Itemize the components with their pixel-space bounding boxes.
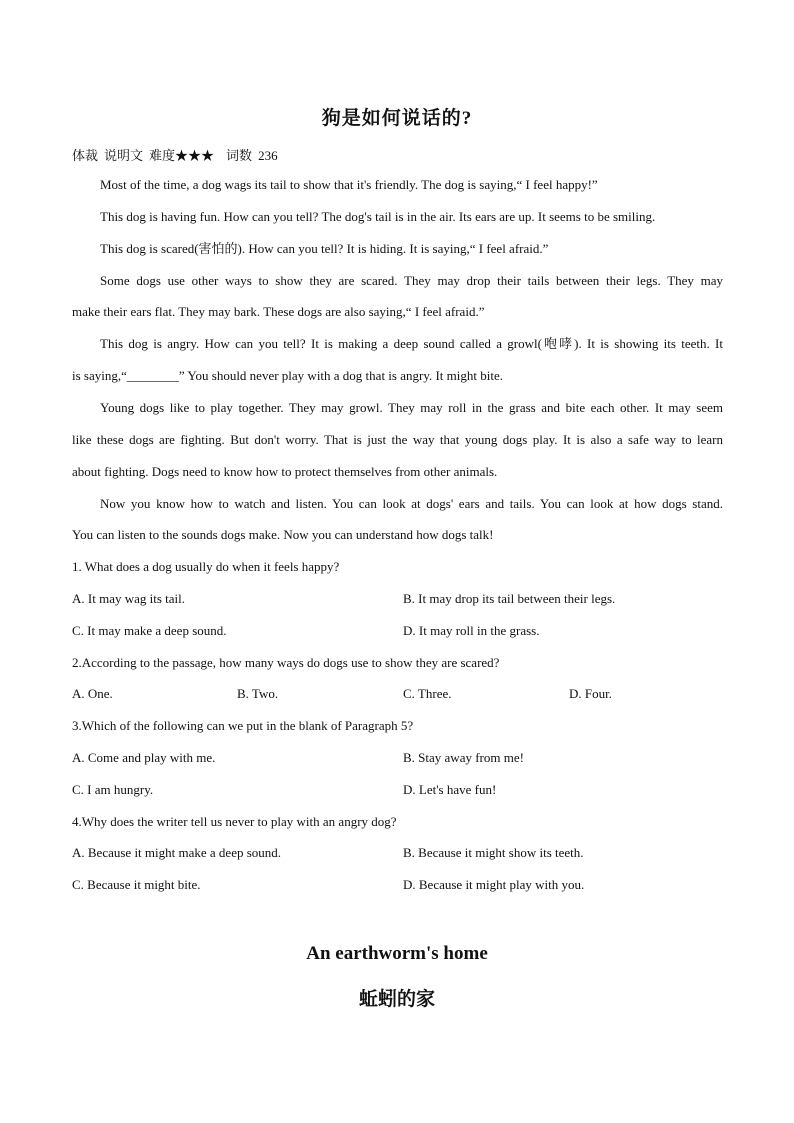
- passage-line: make their ears flat. They may bark. These dogs are also saying,“ I feel afraid.”: [72, 304, 485, 319]
- passage-line: Most of the time, a dog wags its tail to show that it's friendly. The dog is saying,“ I feel happy!”: [100, 177, 598, 192]
- question-option: D. Because it might play with you.: [403, 877, 585, 892]
- passage-line: This dog is scared(害怕的). How can you tell? It is hiding. It is saying,“ I feel afraid.”: [100, 241, 549, 256]
- question-option: C. Because it might bite.: [72, 877, 201, 892]
- difficulty: 难度★★★: [149, 148, 215, 163]
- question-option: C. It may make a deep sound.: [72, 623, 227, 638]
- passage-line: This dog is angry. How can you tell? It is making a deep sound called a growl(咆哮). It is showing its teeth. It: [100, 336, 723, 351]
- word-count-value: 236: [258, 148, 278, 163]
- question-option: C. Three.: [403, 686, 452, 701]
- passage2-title-en: An earthworm's home: [306, 943, 488, 964]
- passage-title: 狗是如何说话的?: [321, 108, 473, 129]
- passage-line: Now you know how to watch and listen. You can look at dogs' ears and tails. You can look at how dogs stand.: [100, 496, 723, 511]
- question-option: B. Because it might show its teeth.: [403, 845, 584, 860]
- question-option: B. Stay away from me!: [403, 750, 524, 765]
- passage-line: Young dogs like to play together. They may growl. They may roll in the grass and bite each other. It may seem: [100, 400, 723, 415]
- question-stem: 1. What does a dog usually do when it feels happy?: [72, 559, 340, 574]
- passage-line: about fighting. Dogs need to know how to protect themselves from other animals.: [72, 464, 498, 479]
- question-option: D. Let's have fun!: [403, 782, 497, 797]
- passage-line: like these dogs are fighting. But don't worry. That is just the way that young dogs play. It is also a safe way to learn: [72, 432, 723, 447]
- question-option: A. Come and play with me.: [72, 750, 216, 765]
- passage2-title-zh: 蚯蚓的家: [358, 989, 435, 1010]
- question-option: B. It may drop its tail between their legs.: [403, 591, 616, 606]
- genre-value: 说明文: [104, 148, 144, 163]
- question-option: A. Because it might make a deep sound.: [72, 845, 282, 860]
- question-stem: 4.Why does the writer tell us never to play with an angry dog?: [72, 814, 397, 829]
- passage-line: You can listen to the sounds dogs make. Now you can understand how dogs talk!: [72, 527, 494, 542]
- question-option: A. One.: [72, 686, 113, 701]
- question-option: C. I am hungry.: [72, 782, 154, 797]
- question-option: D. It may roll in the grass.: [403, 623, 540, 638]
- passage-line: Some dogs use other ways to show they are scared. They may drop their tails between their legs. They may: [100, 273, 723, 288]
- question-stem: 2.According to the passage, how many ways do dogs use to show they are scared?: [72, 655, 500, 670]
- passage-line: This dog is having fun. How can you tell? The dog's tail is in the air. Its ears are up. It seems to be smiling.: [100, 209, 656, 224]
- question-option: D. Four.: [569, 686, 612, 701]
- word-count-label: 词数: [226, 148, 253, 163]
- genre-label: 体裁: [72, 148, 99, 163]
- question-option: A. It may wag its tail.: [72, 591, 186, 606]
- passage-line: is saying,“________” You should never play with a dog that is angry. It might bite.: [72, 368, 503, 383]
- question-stem: 3.Which of the following can we put in the blank of Paragraph 5?: [72, 718, 414, 733]
- passage-meta: [72, 145, 284, 164]
- question-option: B. Two.: [237, 686, 279, 701]
